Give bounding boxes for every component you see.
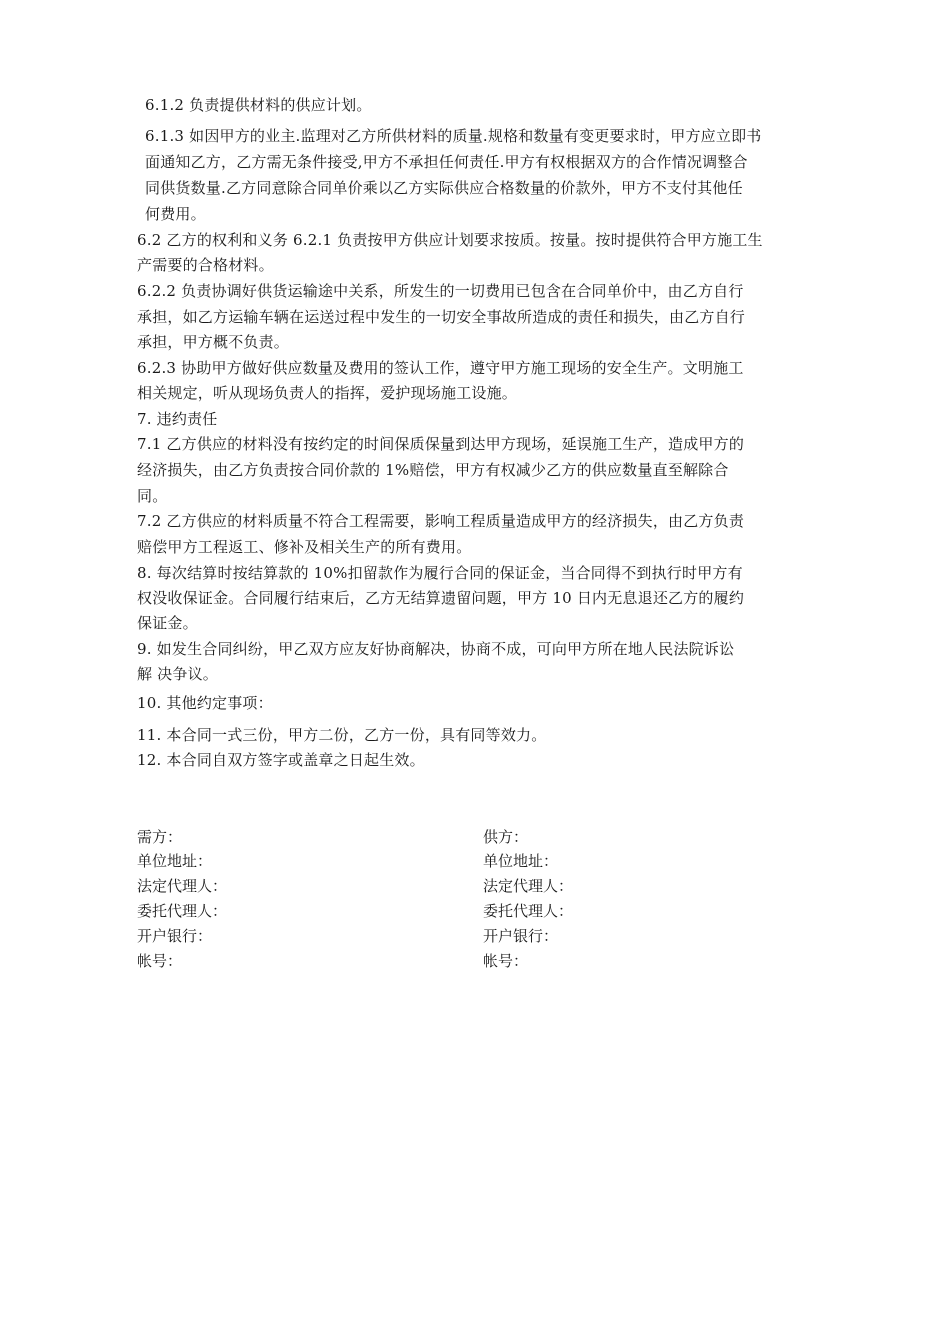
buyer-bank-label: 开户银行：	[137, 927, 213, 945]
supplier-legal-rep-label: 法定代理人：	[483, 877, 574, 895]
clause-6-1-2: 6.1.2 负责提供材料的供应计划。	[145, 96, 372, 114]
buyer-account-label: 帐号：	[137, 952, 183, 970]
supplier-agent-label: 委托代理人：	[483, 902, 574, 920]
buyer-label: 需方：	[137, 828, 183, 846]
clause-8-line: 保证金。	[137, 614, 198, 632]
clause-6-1-3-line: 6.1.3 如因甲方的业主.监理对乙方所供材料的质量.规格和数量有变更要求时，甲方应立即书	[145, 127, 762, 145]
clause-6-2-3-line: 相关规定，听从现场负责人的指挥，爱护现场施工设施。	[137, 384, 518, 402]
clause-8-line: 权没收保证金。合同履行结束后，乙方无结算遗留问题，甲方 10 日内无息退还乙方的履约	[137, 589, 745, 607]
supplier-bank-label: 开户银行：	[483, 927, 559, 945]
buyer-address-label: 单位地址：	[137, 852, 213, 870]
clause-6-1-3-line: 同供货数量.乙方同意除合同单价乘以乙方实际供应合格数量的价款外，甲方不支付其他任	[145, 179, 743, 197]
clause-6-2-line: 6.2 乙方的权利和义务 6.2.1 负责按甲方供应计划要求按质。按量。按时提供符合甲方施工生	[137, 231, 763, 249]
clause-8-line: 8. 每次结算时按结算款的 10%扣留款作为履行合同的保证金，当合同得不到执行时甲方有	[137, 564, 743, 582]
clause-6-1-3-line: 面通知乙方，乙方需无条件接受,甲方不承担任何责任.甲方有权根据双方的合作情况调整合	[145, 153, 748, 171]
clause-7-1-line: 同。	[137, 487, 168, 505]
clause-6-2-3-line: 6.2.3 协助甲方做好供应数量及费用的签认工作，遵守甲方施工现场的安全生产。文明施工	[137, 359, 744, 377]
clause-7-2-line: 赔偿甲方工程返工、修补及相关生产的所有费用。	[137, 538, 472, 556]
clause-6-2-line: 产需要的合格材料。	[137, 256, 274, 274]
buyer-legal-rep-label: 法定代理人：	[137, 877, 228, 895]
supplier-address-label: 单位地址：	[483, 852, 559, 870]
supplier-label: 供方：	[483, 828, 529, 846]
clause-6-1-3-line: 何费用。	[145, 205, 206, 223]
clause-12: 12. 本合同自双方签字或盖章之日起生效。	[137, 751, 425, 769]
supplier-account-label: 帐号：	[483, 952, 529, 970]
clause-7-2-line: 7.2 乙方供应的材料质量不符合工程需要，影响工程质量造成甲方的经济损失，由乙方负责	[137, 512, 745, 530]
buyer-agent-label: 委托代理人：	[137, 902, 228, 920]
clause-6-2-2-line: 承担，如乙方运输车辆在运送过程中发生的一切安全事故所造成的责任和损失，由乙方自行	[137, 308, 746, 326]
section-7-heading: 7. 违约责任	[137, 410, 218, 428]
clause-7-1-line: 经济损失，由乙方负责按合同价款的 1%赔偿，甲方有权减少乙方的供应数量直至解除合	[137, 461, 729, 479]
clause-10: 10. 其他约定事项：	[137, 694, 273, 712]
clause-6-2-2-line: 承担，甲方概不负责。	[137, 333, 290, 351]
clause-9-line: 解 决争议。	[137, 665, 218, 683]
clause-7-1-line: 7.1 乙方供应的材料没有按约定的时间保质保量到达甲方现场，延误施工生产，造成甲方的	[137, 435, 745, 453]
clause-9-line: 9. 如发生合同纠纷，甲乙双方应友好协商解决，协商不成，可向甲方所在地人民法院诉讼	[137, 640, 735, 658]
clause-11: 11. 本合同一式三份，甲方二份，乙方一份，具有同等效力。	[137, 726, 547, 744]
clause-6-2-2-line: 6.2.2 负责协调好供货运输途中关系，所发生的一切费用已包含在合同单价中，由乙方自行	[137, 282, 744, 300]
